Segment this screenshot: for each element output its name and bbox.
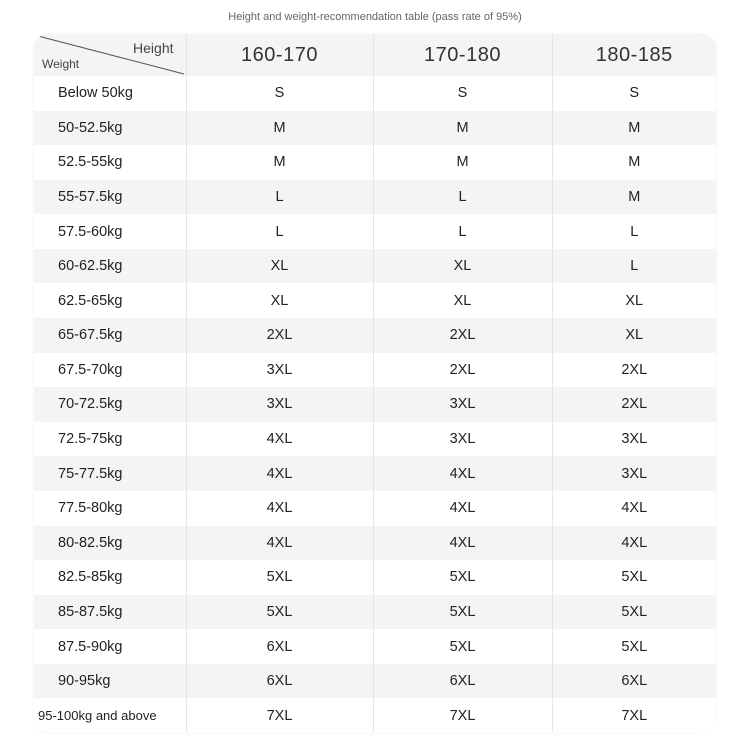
table-row [34, 353, 716, 388]
height-column-header: 170-180 [373, 34, 552, 76]
table-row [34, 595, 716, 630]
size-cell: S [552, 76, 716, 111]
size-cell: XL [186, 283, 373, 318]
size-chart-table [34, 34, 716, 732]
weight-range-label: 52.5-55kg [58, 154, 123, 171]
weight-range-label: 70-72.5kg [58, 396, 123, 413]
size-cell: 3XL [186, 353, 373, 388]
size-cell: 3XL [373, 387, 552, 422]
size-cell: 5XL [373, 629, 552, 664]
weight-range-label: 60-62.5kg [58, 258, 123, 275]
size-cell: L [373, 180, 552, 215]
size-cell: XL [186, 249, 373, 284]
weight-range-label: 75-77.5kg [58, 465, 123, 482]
weight-axis-label: Weight [42, 57, 80, 71]
size-cell: 2XL [373, 318, 552, 353]
size-cell: M [186, 111, 373, 146]
table-row [34, 180, 716, 215]
size-cell: 4XL [373, 456, 552, 491]
size-cell: 4XL [373, 526, 552, 561]
weight-range-label: 55-57.5kg [58, 189, 123, 206]
weight-range-label: 50-52.5kg [58, 119, 123, 136]
size-cell: 5XL [373, 595, 552, 630]
table-row [34, 698, 716, 732]
size-cell: 2XL [186, 318, 373, 353]
weight-range-label: Below 50kg [58, 85, 133, 102]
table-row [34, 560, 716, 595]
size-cell: L [552, 214, 716, 249]
size-cell: M [552, 180, 716, 215]
height-column-header: 180-185 [552, 34, 716, 76]
size-cell: 4XL [186, 491, 373, 526]
corner-header-cell [34, 34, 186, 76]
table-row [34, 456, 716, 491]
size-cell: 4XL [186, 422, 373, 457]
table-row [34, 111, 716, 146]
table-row [34, 214, 716, 249]
weight-range-label: 57.5-60kg [58, 223, 123, 240]
size-cell: M [373, 111, 552, 146]
size-cell: 6XL [186, 664, 373, 699]
size-cell: XL [373, 249, 552, 284]
table-row [34, 664, 716, 699]
size-cell: 3XL [552, 422, 716, 457]
weight-range-label: 80-82.5kg [58, 534, 123, 551]
size-cell: 2XL [373, 353, 552, 388]
size-cell: 3XL [373, 422, 552, 457]
size-cell: 7XL [373, 698, 552, 732]
size-cell: 7XL [186, 698, 373, 732]
weight-range-label: 90-95kg [58, 673, 111, 690]
size-cell: M [373, 145, 552, 180]
table-row [34, 526, 716, 561]
size-cell: 6XL [186, 629, 373, 664]
table-row [34, 491, 716, 526]
size-cell: S [186, 76, 373, 111]
size-cell: 2XL [552, 353, 716, 388]
size-cell: 3XL [186, 387, 373, 422]
weight-range-label: 82.5-85kg [58, 569, 123, 586]
weight-range-label: 85-87.5kg [58, 603, 123, 620]
weight-range-label: 77.5-80kg [58, 500, 123, 517]
size-cell: M [552, 145, 716, 180]
table-caption: Height and weight-recommendation table (pass rate of 95%) [228, 11, 522, 23]
weight-range-label: 62.5-65kg [58, 292, 123, 309]
size-cell: 5XL [552, 629, 716, 664]
size-cell: 4XL [552, 491, 716, 526]
table-row [34, 629, 716, 664]
table-row [34, 283, 716, 318]
weight-range-label: 67.5-70kg [58, 361, 123, 378]
size-cell: 6XL [552, 664, 716, 699]
size-cell: 5XL [552, 560, 716, 595]
size-cell: 4XL [186, 526, 373, 561]
size-cell: 6XL [373, 664, 552, 699]
size-cell: 3XL [552, 456, 716, 491]
size-cell: L [373, 214, 552, 249]
size-cell: 2XL [552, 387, 716, 422]
size-cell: M [186, 145, 373, 180]
table-row [34, 422, 716, 457]
weight-range-label: 72.5-75kg [58, 431, 123, 448]
table-row [34, 76, 716, 111]
size-cell: XL [552, 318, 716, 353]
header-row [34, 34, 716, 76]
size-cell: S [373, 76, 552, 111]
table-row [34, 145, 716, 180]
size-cell: 5XL [186, 560, 373, 595]
size-cell: L [552, 249, 716, 284]
weight-range-label: 87.5-90kg [58, 638, 123, 655]
size-cell: XL [552, 283, 716, 318]
size-cell: XL [373, 283, 552, 318]
size-cell: 5XL [552, 595, 716, 630]
size-cell: 5XL [373, 560, 552, 595]
size-cell: 5XL [186, 595, 373, 630]
size-cell: M [552, 111, 716, 146]
table-row [34, 249, 716, 284]
size-cell: 4XL [373, 491, 552, 526]
weight-range-label: 95-100kg and above [38, 708, 157, 724]
height-axis-label: Height [133, 40, 174, 56]
size-cell: 4XL [186, 456, 373, 491]
size-cell: L [186, 180, 373, 215]
table-row [34, 318, 716, 353]
size-cell: 4XL [552, 526, 716, 561]
height-column-header: 160-170 [186, 34, 373, 76]
size-cell: L [186, 214, 373, 249]
weight-range-label: 65-67.5kg [58, 327, 123, 344]
size-cell: 7XL [552, 698, 716, 732]
table-row [34, 387, 716, 422]
